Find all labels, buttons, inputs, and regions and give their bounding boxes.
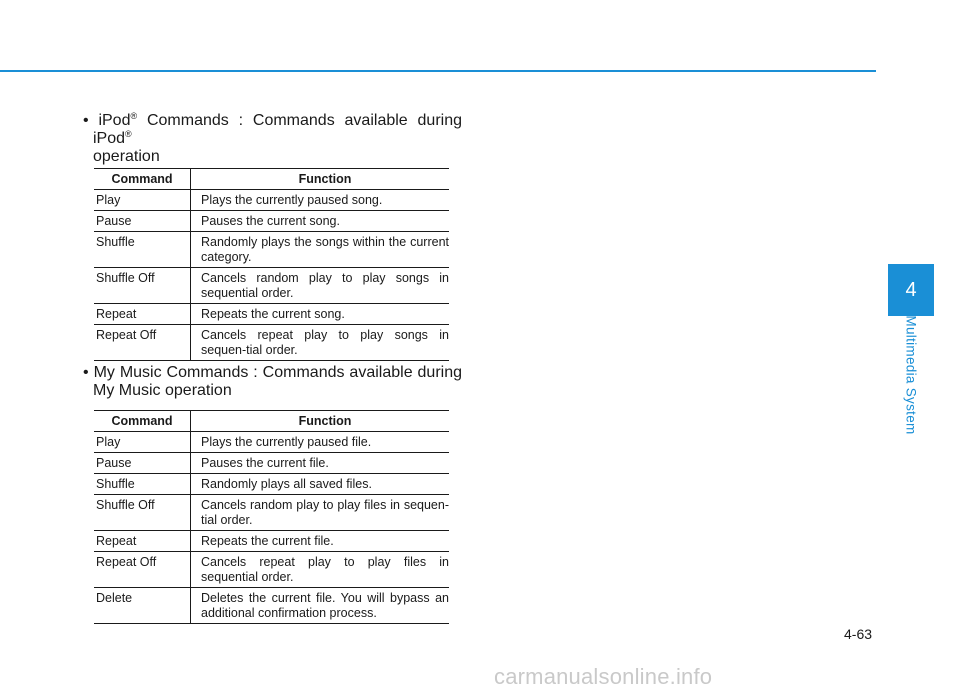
function-cell: Repeats the current song. <box>190 304 449 324</box>
function-cell: Pauses the current song. <box>190 211 449 231</box>
command-cell: Pause <box>96 456 132 470</box>
command-cell: Shuffle Off <box>96 498 155 512</box>
table-header <box>94 168 449 190</box>
command-cell: Repeat Off <box>96 328 157 342</box>
table-header <box>94 410 449 432</box>
command-cell: Shuffle <box>96 235 135 249</box>
my-music-commands-section <box>76 364 462 400</box>
command-cell: Shuffle Off <box>96 271 155 285</box>
table-row <box>94 495 449 531</box>
function-cell: Cancels random play to play songs in sequential order. <box>190 268 449 303</box>
function-cell: Repeats the current file. <box>190 531 449 551</box>
header-function: Function <box>190 169 449 189</box>
table-row <box>94 232 449 268</box>
table-row <box>94 453 449 474</box>
command-cell: Repeat <box>96 534 137 548</box>
command-cell: Pause <box>96 214 132 228</box>
table-row <box>94 268 449 304</box>
chapter-title: Multimedia System <box>903 315 919 435</box>
table-row <box>94 531 449 552</box>
table-row <box>94 588 449 624</box>
function-cell: Randomly plays the songs within the current category. <box>190 232 449 267</box>
table-row <box>94 190 449 211</box>
command-cell: Play <box>96 435 121 449</box>
table-row <box>94 552 449 588</box>
my-music-commands-heading: • My Music Commands : Commands available during My Music operation <box>83 364 463 399</box>
registered-mark: ® <box>125 129 132 139</box>
function-cell: Plays the currently paused file. <box>190 432 449 452</box>
function-cell: Deletes the current file. You will bypass an additional confirmation process. <box>190 588 449 623</box>
header-command: Command <box>111 414 173 428</box>
registered-mark: ® <box>130 111 138 121</box>
function-cell: Cancels repeat play to play songs in sequen-tial order. <box>190 325 449 360</box>
command-cell: Repeat <box>96 307 137 321</box>
table-row <box>94 211 449 232</box>
function-cell: Randomly plays all saved files. <box>190 474 449 494</box>
header-function: Function <box>190 411 449 431</box>
watermark: carmanualsonline.info <box>494 664 713 689</box>
ipod-commands-table <box>94 168 449 361</box>
function-cell: Cancels repeat play to play files in sequential order. <box>190 552 449 587</box>
ipod-commands-heading: • iPod® Commands : Commands available during iPod® operation <box>83 111 462 165</box>
function-cell: Pauses the current file. <box>190 453 449 473</box>
page-number: 4-63 <box>844 626 873 642</box>
table-row <box>94 304 449 325</box>
table-row <box>94 474 449 495</box>
header-rule <box>0 70 876 72</box>
chapter-tab: 4 <box>888 264 934 316</box>
header-command: Command <box>111 172 173 186</box>
command-cell: Repeat Off <box>96 555 157 569</box>
table-row <box>94 325 449 361</box>
function-cell: Cancels random play to play files in sequen-tial order. <box>190 495 449 530</box>
ipod-commands-section <box>76 112 462 166</box>
my-music-commands-table <box>94 410 449 624</box>
command-cell: Delete <box>96 591 133 605</box>
table-row <box>94 432 449 453</box>
command-cell: Play <box>96 193 121 207</box>
command-cell: Shuffle <box>96 477 135 491</box>
function-cell: Plays the currently paused song. <box>190 190 449 210</box>
